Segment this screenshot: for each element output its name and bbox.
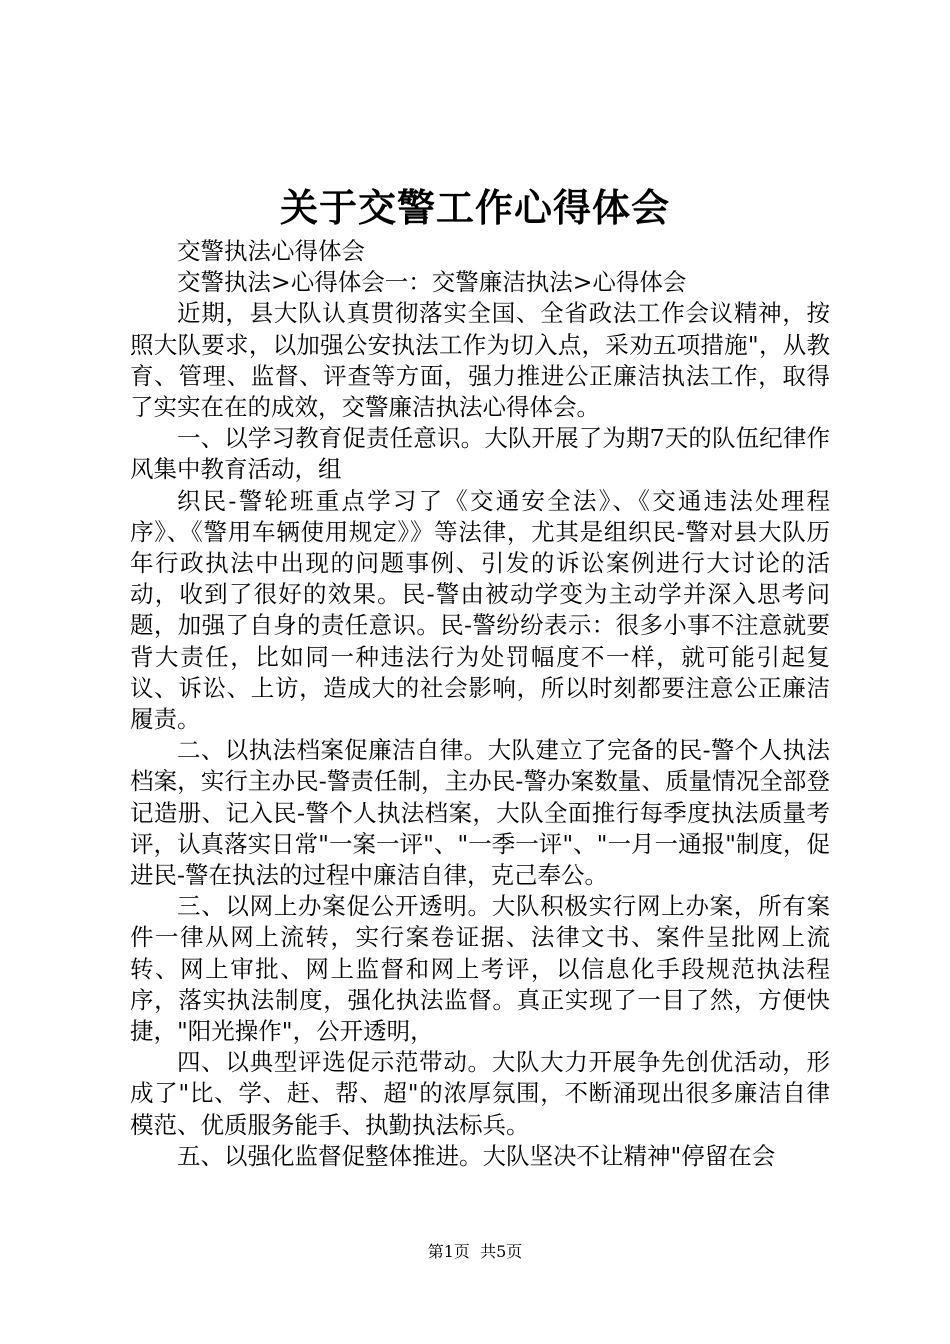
paragraph: 四、以典型评选促示范带动。大队大力开展争先创优活动，形成了"比、学、赶、帮、超"的浓厚氛围，不断涌现出很多廉洁自律模范、优质服务能手、执勤执法标兵。 bbox=[130, 1048, 830, 1139]
paragraph: 五、以强化监督促整体推进。大队坚决不让精神"停留在会 bbox=[177, 1141, 776, 1170]
paragraph: 织民-警轮班重点学习了《交通安全法》、《交通违法处理程序》、《警用车辆使用规定》》等法律，尤其是组织民-警对县大队历年行政执法中出现的问题事例、引发的诉讼案例进行大讨论的活动，收到了很好的效果。民-警由被动学变为主动学并深入思考问题，加强了自身的责任意识。民-警纷纷表示：很多小事不注意就要背大责任，比如同一种违法行为处罚幅度不一样，就可能引起复议、诉讼、上访，造成大的社会影响，所以时刻都要注意公正廉洁履责。 bbox=[130, 486, 830, 734]
paragraph: 一、以学习教育促责任意识。大队开展了为期7天的队伍纪律作风集中教育活动，组 bbox=[130, 424, 830, 484]
paragraph: 交警执法>心得体会一：交警廉洁执法>心得体会 bbox=[177, 268, 687, 297]
paragraph: 三、以网上办案促公开透明。大队积极实行网上办案，所有案件一律从网上流转，实行案卷证据、法律文书、案件呈批网上流转、网上审批、网上监督和网上考评，以信息化手段规范执法程序，落实执法制度，强化执法监督。真正实现了一目了然，方便快捷，"阳光操作"，公开透明， bbox=[130, 892, 830, 1046]
page-footer bbox=[0, 1242, 950, 1262]
page-number-label: 第1页 共5页 bbox=[427, 1242, 523, 1261]
paragraph: 近期，县大队认真贯彻落实全国、全省政法工作会议精神，按照大队要求，以加强公安执法工作为切入点，采劝五项措施"，从教育、管理、监督、评查等方面，强力推进公正廉洁执法工作，取得了实实在在的成效，交警廉洁执法心得体会。 bbox=[130, 299, 830, 422]
paragraph: 二、以执法档案促廉洁自律。大队建立了完备的民-警个人执法档案，实行主办民-警责任制，主办民-警办案数量、质量情况全部登记造册、记入民-警个人执法档案，大队全面推行每季度执法质量考评，认真落实日常"一案一评"、"一季一评"、"一月一通报"制度，促进民-警在执法的过程中廉洁自律，克己奉公。 bbox=[130, 736, 830, 890]
paragraph: 交警执法心得体会 bbox=[177, 237, 365, 265]
document-title: 关于交警工作心得体会 bbox=[279, 185, 670, 230]
document-body bbox=[130, 236, 830, 1172]
